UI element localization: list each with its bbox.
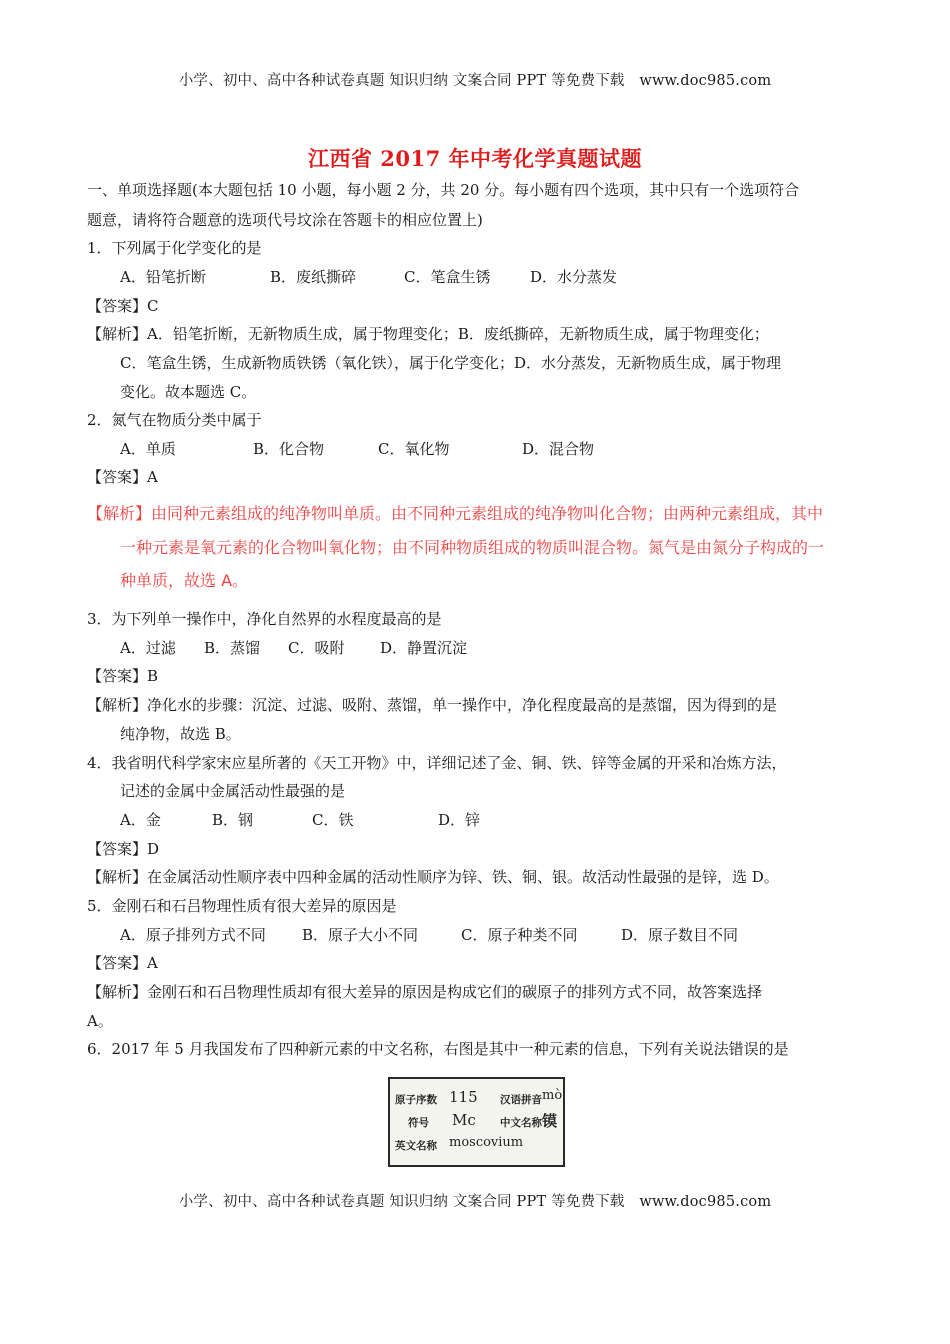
q5-option-b: B．原子大小不同: [302, 926, 419, 944]
q5-option-d: D．原子数目不同: [621, 926, 739, 944]
q1-option-c: C．笔盒生锈: [404, 268, 491, 286]
pinyin-label: 汉语拼音: [500, 1094, 542, 1106]
question-2-analysis-line-1: 【解析】由同种元素组成的纯净物叫单质。由不同种元素组成的纯净物叫化合物；由两种元素组成，其中: [87, 504, 824, 523]
q3-option-b: B．蒸馏: [204, 639, 261, 657]
question-1-stem: 1．下列属于化学变化的是: [87, 239, 262, 257]
question-2-analysis-line-2: 一种元素是氧元素的化合物叫氧化物；由不同种物质组成的物质叫混合物。氮气是由氮分子构成的一: [120, 538, 825, 557]
question-3-stem: 3．为下列单一操作中，净化自然界的水程度最高的是: [87, 610, 442, 628]
question-3-options: [120, 638, 467, 658]
symbol-value: Mc: [452, 1111, 476, 1129]
question-4-options: [120, 810, 480, 830]
question-1-analysis-line-3: 变化。故本题选 C。: [120, 383, 257, 401]
page-header: 小学、初中、高中各种试卷真题 知识归纳 文案合同 PPT 等免费下载 www.doc985.com: [178, 73, 772, 89]
element-info-card: [388, 1077, 565, 1167]
q2-option-b: B．化合物: [253, 440, 325, 458]
q5-option-c: C．原子种类不同: [461, 926, 578, 944]
page-title: 江西省 2017 年中考化学真题试题: [307, 146, 643, 171]
question-5-analysis-line-2: A。: [87, 1012, 113, 1030]
q3-option-d: D．静置沉淀: [380, 639, 468, 657]
q4-option-d: D．锌: [438, 811, 481, 829]
question-2-analysis-line-3: 种单质，故选 A。: [120, 571, 249, 590]
q4-option-c: C．铁: [312, 811, 354, 829]
question-4-answer: 【答案】D: [87, 840, 160, 858]
question-5-answer: 【答案】A: [87, 954, 158, 972]
question-2-answer: 【答案】A: [87, 468, 158, 486]
q2-option-d: D．混合物: [522, 440, 595, 458]
page-footer: 小学、初中、高中各种试卷真题 知识归纳 文案合同 PPT 等免费下载 www.doc985.com: [178, 1194, 772, 1210]
question-4-analysis-line-1: 【解析】在金属活动性顺序表中四种金属的活动性顺序为锌、铁、铜、银。故活动性最强的是锌，选 D。: [87, 868, 779, 886]
q1-option-b: B．废纸撕碎: [270, 268, 357, 286]
q2-option-c: C．氧化物: [378, 440, 450, 458]
question-1-analysis-line-1: 【解析】A．铅笔折断，无新物质生成，属于物理变化；B．废纸撕碎，无新物质生成，属于物理变化；: [87, 325, 769, 343]
question-1-answer: 【答案】C: [87, 297, 159, 315]
question-3-answer: 【答案】B: [87, 667, 159, 685]
question-3-analysis-line-2: 纯净物，故选 B。: [120, 725, 241, 743]
atomic-number-value: 115: [449, 1088, 478, 1106]
pinyin-value: mò: [542, 1088, 563, 1103]
question-1-options: [120, 267, 617, 287]
section-instructions-line-2: 题意，请将符合题意的选项代号坟涂在答题卡的相应位置上): [87, 211, 483, 229]
question-5-stem: 5．金刚石和石吕物理性质有很大差异的原因是: [87, 897, 397, 915]
q2-option-a: A．单质: [120, 440, 176, 458]
atomic-number-label: 原子序数: [395, 1094, 437, 1106]
question-5-options: [120, 925, 738, 945]
symbol-label: 符号: [408, 1117, 429, 1129]
question-2-options: [120, 439, 594, 459]
q5-option-a: A．原子排列方式不同: [120, 926, 266, 944]
section-instructions-line-1: 一、单项选择题(本大题包括 10 小题，每小题 2 分，共 20 分。每小题有四个选项，其中只有一个选项符合: [87, 181, 800, 199]
question-6-stem: 6．2017 年 5 月我国发布了四种新元素的中文名称，右图是其中一种元素的信息，下列有关说法错误的是: [87, 1040, 789, 1058]
question-3-analysis-line-1: 【解析】净化水的步骤：沉淀、过滤、吸附、蒸馏，单一操作中，净化程度最高的是蒸馏，因为得到的是: [87, 696, 778, 714]
q3-option-c: C．吸附: [288, 639, 345, 657]
question-5-analysis-line-1: 【解析】金刚石和石吕物理性质却有很大差异的原因是构成它们的碳原子的排列方式不同，故答案选择: [87, 983, 763, 1001]
question-4-stem-line-1: 4．我省明代科学家宋应星所著的《天工开物》中，详细记述了金、铜、铁、锌等金属的开采和冶炼方法，: [87, 754, 787, 772]
question-2-stem: 2．氮气在物质分类中属于: [87, 411, 262, 429]
question-4-stem-line-2: 记述的金属中金属活动性最强的是: [120, 782, 346, 800]
question-1-analysis-line-2: C．笔盒生锈，生成新物质铁锈（氧化铁），属于化学变化；D．水分蒸发，无新物质生成，属于物理: [120, 354, 782, 372]
q3-option-a: A．过滤: [120, 639, 176, 657]
chinese-name-value: 镆: [542, 1112, 558, 1130]
q4-option-a: A．金: [120, 811, 161, 829]
q1-option-a: A．铅笔折断: [120, 268, 206, 286]
q4-option-b: B．钢: [212, 811, 254, 829]
chinese-name-label: 中文名称: [500, 1117, 542, 1129]
q1-option-d: D．水分蒸发: [530, 268, 618, 286]
english-name-label: 英文名称: [395, 1140, 437, 1152]
english-name-value: moscovium: [449, 1135, 524, 1150]
